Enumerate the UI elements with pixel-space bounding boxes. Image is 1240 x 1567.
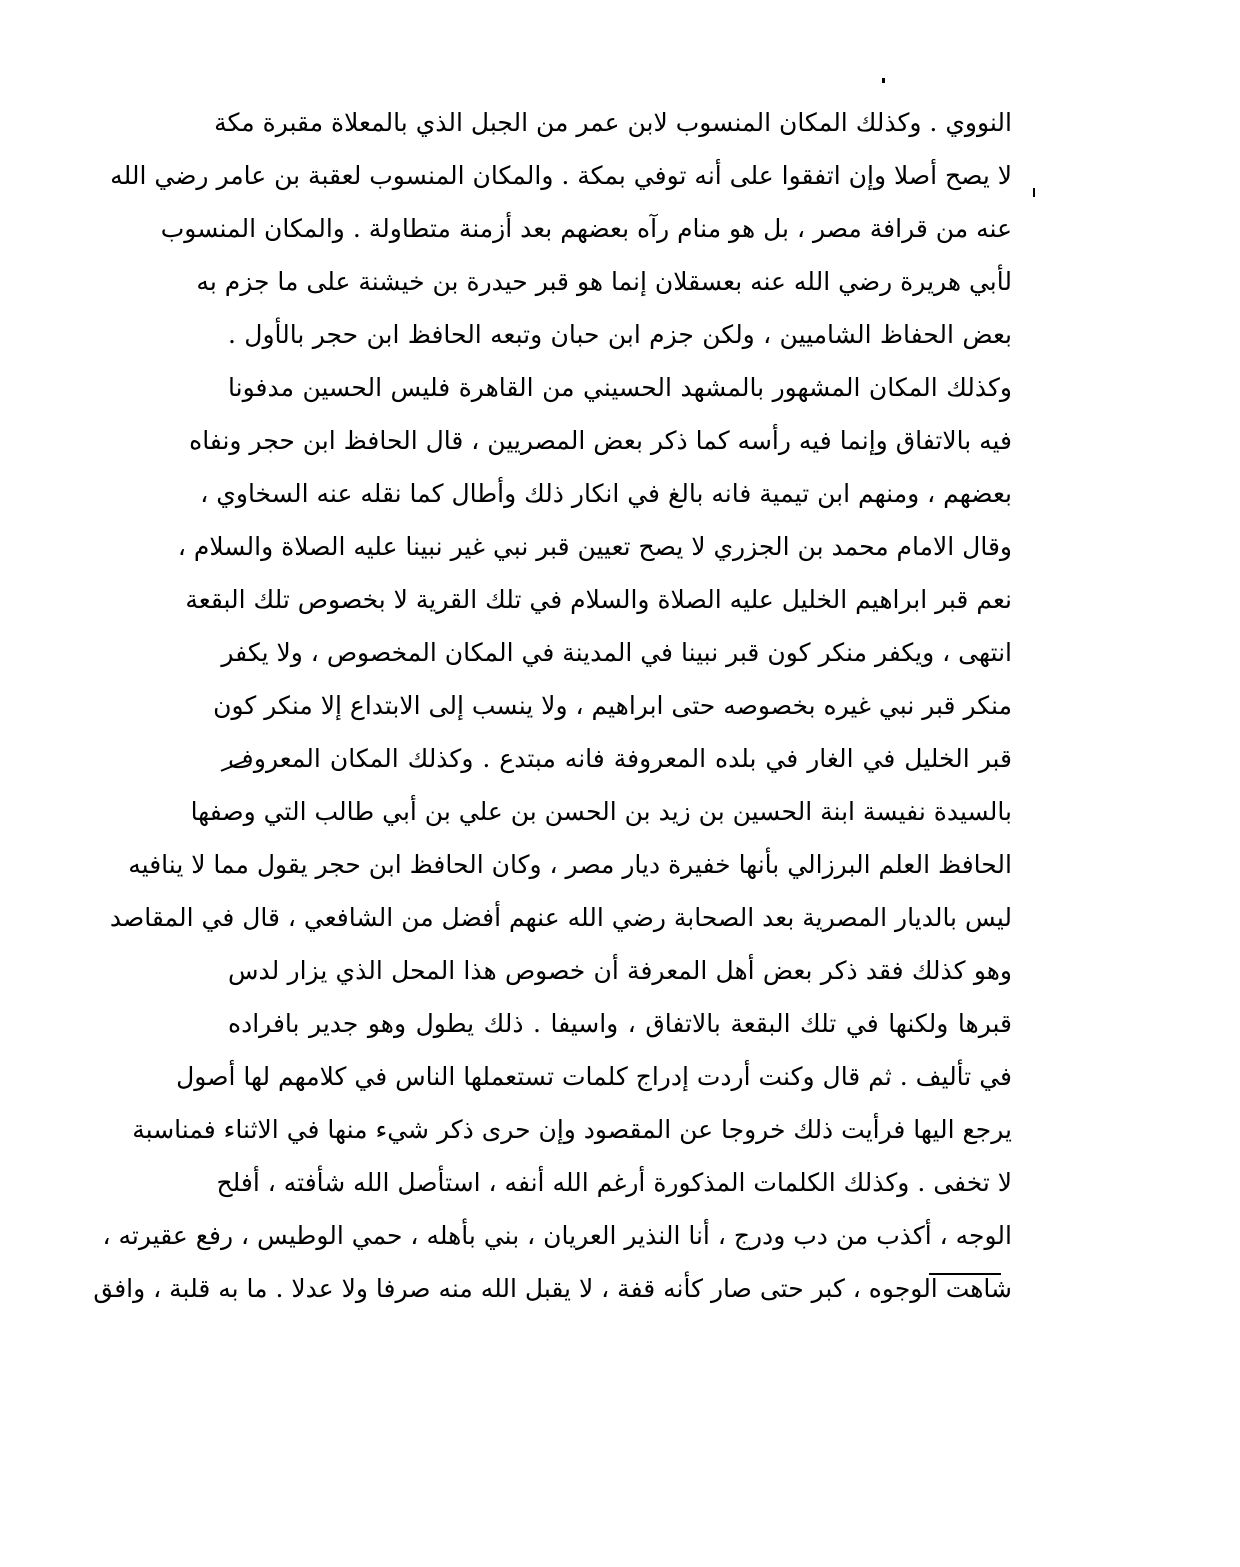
- text-line: في تأليف . ثم قال وكنت أردت إدراج كلمات تستعملها الناس في كلامهم لها أصول: [176, 1062, 1012, 1091]
- text-line: قبرها ولكنها في تلك البقعة بالاتفاق ، واسيفا . ذلك يطول وهو جدير بافراده: [228, 1009, 1012, 1038]
- text-line: قبر الخليل في الغار في بلده المعروفة فانه مبتدع . وكذلك المكان المعروف: [228, 744, 1012, 773]
- text-line: فيه بالاتفاق وإنما فيه رأسه كما ذكر بعض المصريين ، قال الحافظ ابن حجر ونفاه: [189, 426, 1012, 455]
- text-line: وهو كذلك فقد ذكر بعض أهل المعرفة أن خصوص هذا المحل الذي يزار لدس: [228, 956, 1012, 985]
- text-line: نعم قبر ابراهيم الخليل عليه الصلاة والسلام في تلك القرية لا بخصوص تلك البقعة: [185, 585, 1012, 614]
- arabic-text-body: [93, 96, 1012, 1315]
- text-line: الحافظ العلم البرزالي بأنها خفيرة ديار مصر ، وكان الحافظ ابن حجر يقول مما لا ينافيه: [128, 850, 1012, 879]
- text-line: بعضهم ، ومنهم ابن تيمية فانه بالغ في انكار ذلك وأطال كما نقله عنه السخاوي ،: [200, 479, 1012, 508]
- text-line: لا تخفى . وكذلك الكلمات المذكورة أرغم الله أنفه ، استأصل الله شأفته ، أفلح: [216, 1168, 1012, 1197]
- text-line: بالسيدة نفيسة ابنة الحسين بن زيد بن الحسن بن علي بن أبي طالب التي وصفها: [190, 797, 1012, 826]
- text-line: منكر قبر نبي غيره بخصوصه حتى ابراهيم ، ولا ينسب إلى الابتداع إلا منكر كون: [213, 691, 1012, 720]
- text-line: بعض الحفاظ الشاميين ، ولكن جزم ابن حبان وتبعه الحافظ ابن حجر بالأول .: [228, 320, 1012, 349]
- text-line: يرجع اليها فرأيت ذلك خروجا عن المقصود وإن حرى ذكر شيء منها في الاثناء فمناسبة: [132, 1115, 1012, 1144]
- text-line: وقال الامام محمد بن الجزري لا يصح تعيين قبر نبي غير نبينا عليه الصلاة والسلام ،: [177, 532, 1012, 561]
- text-line: لأبي هريرة رضي الله عنه بعسقلان إنما هو قبر حيدرة بن خيشنة على ما جزم به: [196, 267, 1012, 296]
- text-line: عنه من قرافة مصر ، بل هو منام رآه بعضهم بعد أزمنة متطاولة . والمكان المنسوب: [160, 214, 1012, 243]
- text-line: النووي . وكذلك المكان المنسوب لابن عمر من الجبل الذي بالمعلاة مقبرة مكة: [214, 108, 1012, 137]
- text-line: شاهت الوجوه ، كبر حتى صار كأنه قفة ، لا يقبل الله منه صرفا ولا عدلا . ما به قلبة ، وافق: [93, 1274, 1012, 1303]
- ink-dot-mark: [882, 78, 885, 83]
- margin-tick-mark: [1033, 188, 1035, 197]
- text-line: وكذلك المكان المشهور بالمشهد الحسيني من القاهرة فليس الحسين مدفونا: [228, 373, 1012, 402]
- text-line: الوجه ، أكذب من دب ودرج ، أنا النذير العريان ، بني بأهله ، حمي الوطيس ، رفع عقيرته ،: [102, 1221, 1012, 1250]
- text-line: لا يصح أصلا وإن اتفقوا على أنه توفي بمكة . والمكان المنسوب لعقبة بن عامر رضي الله: [110, 161, 1012, 190]
- text-line: انتهى ، ويكفر منكر كون قبر نبينا في المدينة في المكان المخصوص ، ولا يكفر: [221, 638, 1012, 667]
- text-line: ليس بالديار المصرية بعد الصحابة رضي الله عنهم أفضل من الشافعي ، قال في المقاصد: [109, 903, 1012, 932]
